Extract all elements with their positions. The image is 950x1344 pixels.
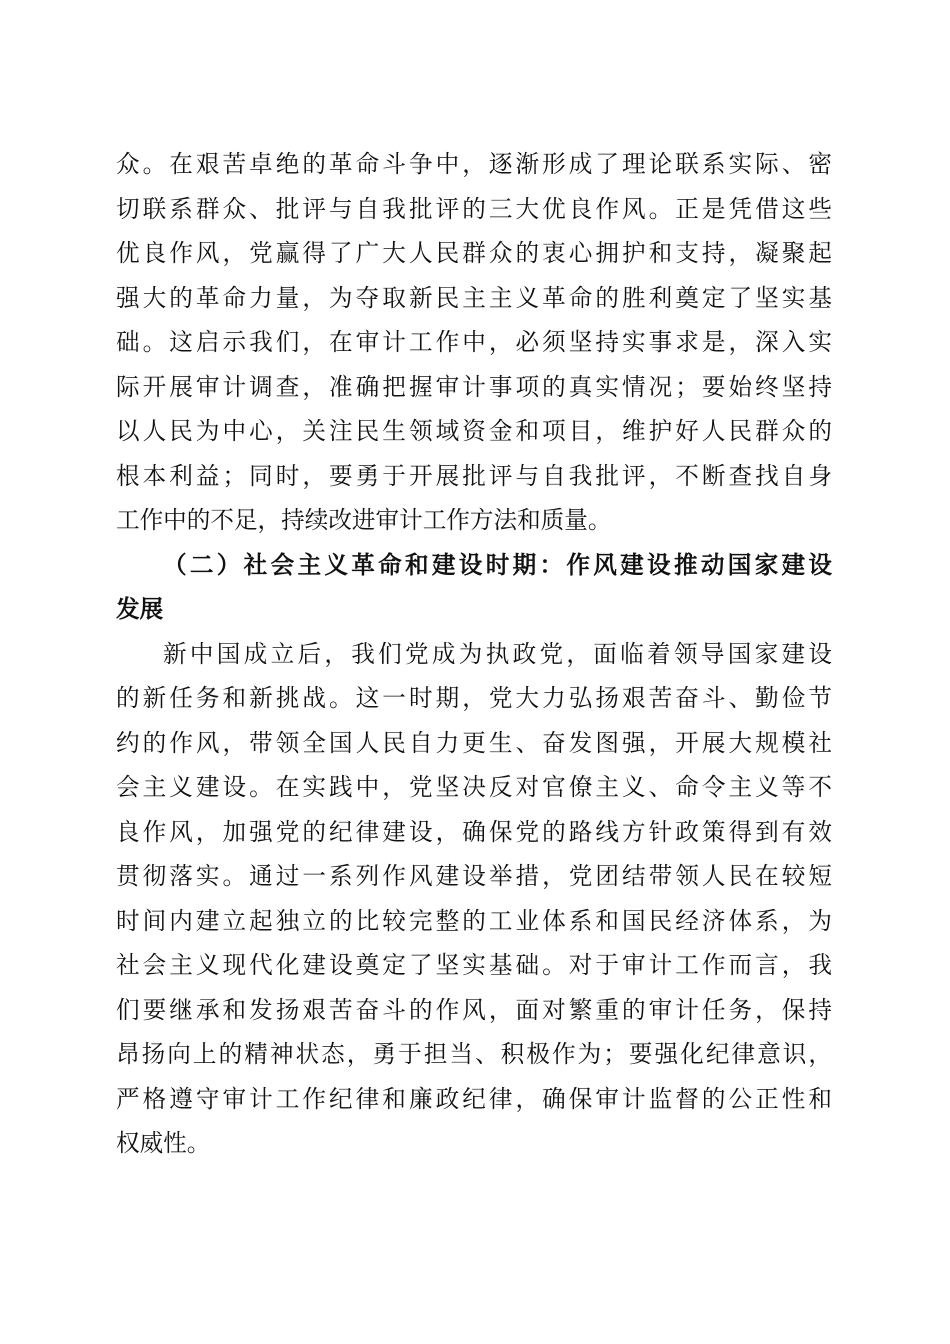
paragraph-body (116, 632, 832, 1166)
text-line: 良作风，加强党的纪律建设，确保党的路线方针政策得到有效 (116, 817, 832, 846)
text-line: 以人民为中心，关注民生领域资金和项目，维护好人民群众的 (116, 417, 832, 445)
text-line: 权威性。 (116, 1129, 211, 1157)
text-line: 切联系群众、批评与自我批评的三大优良作风。正是凭借这些 (116, 194, 832, 223)
text-line: 际开展审计调查，准确把握审计事项的真实情况；要始终坚持 (116, 372, 832, 401)
text-line: 众。在艰苦卓绝的革命斗争中，逐渐形成了理论联系实际、密 (116, 150, 832, 178)
text-line: 优良作风，党赢得了广大人民群众的衷心拥护和支持，凝聚起 (116, 239, 832, 267)
text-line: 严格遵守审计工作纪律和廉政纪律，确保审计监督的公正性和 (116, 1084, 832, 1113)
text-line: 时间内建立起独立的比较完整的工业体系和国民经济体系，为 (116, 906, 832, 935)
section-heading (116, 543, 832, 632)
heading-line: 发展 (116, 595, 164, 623)
text-line: 昂扬向上的精神状态，勇于担当、积极作为；要强化纪律意识， (116, 1040, 832, 1068)
text-line: 约的作风，带领全国人民自力更生、奋发图强，开展大规模社 (116, 728, 832, 757)
text-line: 们要继承和发扬艰苦奋斗的作风，面对繁重的审计任务，保持 (116, 995, 832, 1024)
document-page (116, 142, 832, 1166)
text-line: 的新任务和新挑战。这一时期，党大力弘扬艰苦奋斗、勤俭节 (116, 684, 832, 712)
text-line: 强大的革命力量，为夺取新民主主义革命的胜利奠定了坚实基 (116, 283, 832, 312)
heading-line: （二）社会主义革命和建设时期：作风建设推动国家建设 (163, 550, 832, 579)
paragraph-continuation (116, 142, 832, 543)
text-line: 根本利益；同时，要勇于开展批评与自我批评，不断查找自身 (116, 461, 832, 490)
text-line: 贯彻落实。通过一系列作风建设举措，党团结带领人民在较短 (116, 862, 832, 890)
text-line: 会主义建设。在实践中，党坚决反对官僚主义、命令主义等不 (116, 773, 832, 801)
text-line: 工作中的不足，持续改进审计工作方法和质量。 (116, 506, 612, 534)
text-line: 础。这启示我们，在审计工作中，必须坚持实事求是，深入实 (116, 328, 832, 356)
text-line: 社会主义现代化建设奠定了坚实基础。对于审计工作而言，我 (116, 951, 832, 979)
text-line: 新中国成立后，我们党成为执政党，面临着领导国家建设 (163, 639, 832, 668)
